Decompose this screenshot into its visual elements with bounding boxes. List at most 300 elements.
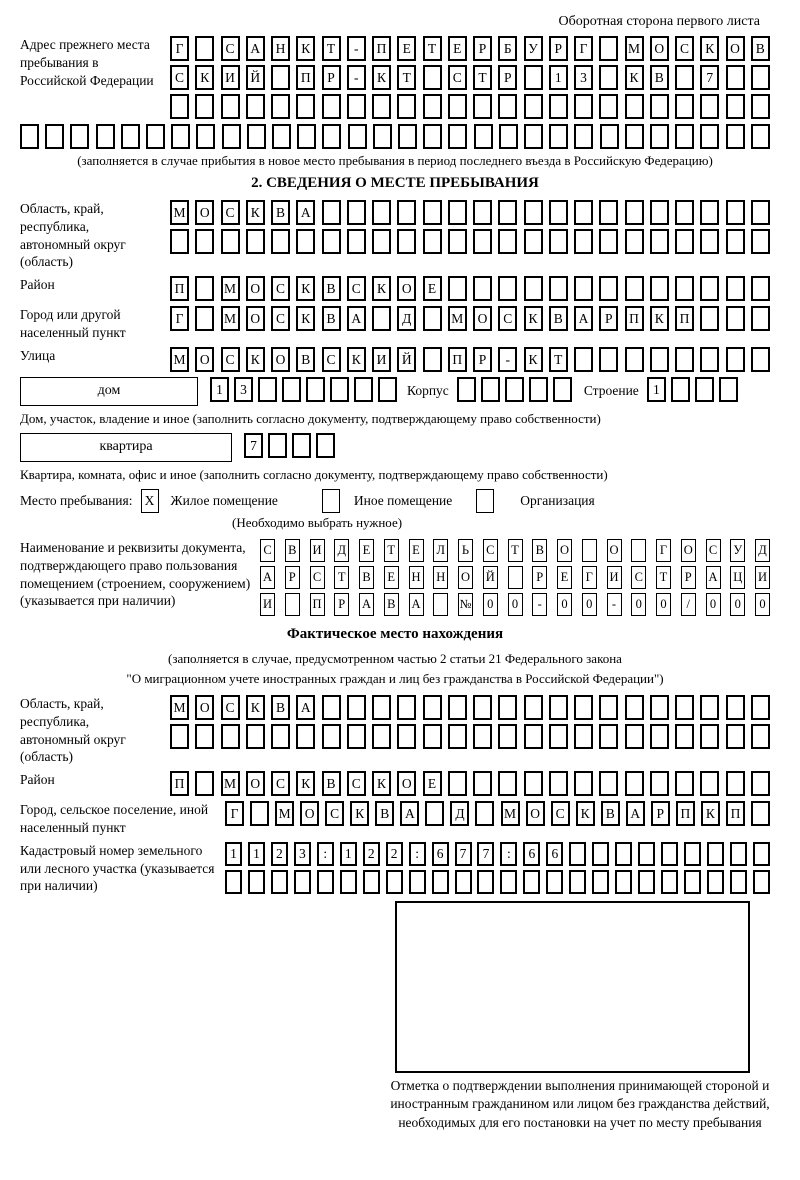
char-box[interactable] (524, 200, 543, 225)
char-box[interactable] (700, 276, 719, 301)
char-box[interactable] (574, 276, 593, 301)
char-box[interactable] (574, 124, 593, 149)
char-box[interactable]: 0 (508, 593, 523, 616)
char-box[interactable] (675, 94, 694, 119)
char-box[interactable] (481, 377, 500, 402)
char-box[interactable] (268, 433, 287, 458)
char-box[interactable]: П (676, 801, 695, 826)
char-box[interactable] (347, 724, 366, 749)
char-box[interactable] (700, 94, 719, 119)
char-box[interactable] (549, 124, 568, 149)
char-box[interactable] (574, 94, 593, 119)
char-box[interactable]: Р (549, 36, 568, 61)
cadastral-row-1[interactable] (225, 842, 770, 866)
char-box[interactable] (599, 65, 618, 90)
char-box[interactable] (650, 771, 669, 796)
prev-address-row-3[interactable] (170, 94, 770, 119)
char-box[interactable]: П (372, 36, 391, 61)
char-box[interactable]: О (246, 771, 265, 796)
prev-address-row-1[interactable] (170, 36, 770, 61)
char-box[interactable]: М (221, 771, 240, 796)
char-box[interactable] (170, 94, 189, 119)
char-box[interactable] (170, 229, 189, 254)
char-box[interactable] (625, 347, 644, 372)
char-box[interactable]: Е (397, 36, 416, 61)
char-box[interactable]: - (347, 65, 366, 90)
char-box[interactable]: В (322, 276, 341, 301)
char-box[interactable]: О (195, 347, 214, 372)
char-box[interactable] (195, 771, 214, 796)
char-box[interactable] (684, 842, 701, 866)
char-box[interactable]: В (271, 200, 290, 225)
char-box[interactable]: Н (271, 36, 290, 61)
char-box[interactable]: М (221, 276, 240, 301)
char-box[interactable]: Р (285, 566, 300, 589)
char-box[interactable]: В (601, 801, 620, 826)
char-box[interactable]: И (372, 347, 391, 372)
char-box[interactable] (726, 771, 745, 796)
char-box[interactable] (448, 771, 467, 796)
char-box[interactable] (363, 870, 380, 894)
char-box[interactable]: О (397, 771, 416, 796)
apartment-cells[interactable] (244, 433, 335, 458)
char-box[interactable] (397, 200, 416, 225)
char-box[interactable] (296, 724, 315, 749)
char-box[interactable] (549, 200, 568, 225)
char-box[interactable] (498, 229, 517, 254)
char-box[interactable] (425, 801, 444, 826)
char-box[interactable]: : (317, 842, 334, 866)
char-box[interactable] (675, 200, 694, 225)
char-box[interactable] (524, 724, 543, 749)
char-box[interactable] (599, 695, 618, 720)
char-box[interactable]: К (372, 771, 391, 796)
char-box[interactable]: - (532, 593, 547, 616)
document-row-1[interactable] (260, 539, 770, 562)
char-box[interactable]: К (296, 306, 315, 331)
char-box[interactable] (498, 724, 517, 749)
char-box[interactable]: О (681, 539, 696, 562)
char-box[interactable]: М (275, 801, 294, 826)
char-box[interactable] (498, 200, 517, 225)
char-box[interactable] (246, 94, 265, 119)
char-box[interactable]: О (300, 801, 319, 826)
char-box[interactable]: Р (473, 347, 492, 372)
char-box[interactable]: В (549, 306, 568, 331)
char-box[interactable]: К (372, 276, 391, 301)
char-box[interactable] (700, 695, 719, 720)
char-box[interactable] (457, 377, 476, 402)
char-box[interactable] (524, 695, 543, 720)
char-box[interactable] (378, 377, 397, 402)
char-box[interactable]: Й (397, 347, 416, 372)
char-box[interactable] (638, 870, 655, 894)
char-box[interactable] (592, 870, 609, 894)
char-box[interactable] (751, 347, 770, 372)
char-box[interactable] (726, 200, 745, 225)
char-box[interactable] (625, 229, 644, 254)
char-box[interactable] (448, 200, 467, 225)
char-box[interactable]: К (524, 347, 543, 372)
char-box[interactable] (719, 377, 738, 402)
char-box[interactable] (96, 124, 115, 149)
char-box[interactable] (330, 377, 349, 402)
char-box[interactable]: В (322, 771, 341, 796)
char-box[interactable] (505, 377, 524, 402)
char-box[interactable] (433, 593, 448, 616)
char-box[interactable]: - (607, 593, 622, 616)
char-box[interactable] (196, 124, 215, 149)
char-box[interactable] (751, 94, 770, 119)
char-box[interactable]: Н (409, 566, 424, 589)
char-box[interactable] (751, 801, 770, 826)
char-box[interactable] (397, 695, 416, 720)
char-box[interactable]: О (195, 695, 214, 720)
char-box[interactable] (726, 65, 745, 90)
korpus-cells[interactable] (457, 377, 572, 402)
char-box[interactable]: 2 (386, 842, 403, 866)
char-box[interactable]: П (170, 276, 189, 301)
char-box[interactable]: : (500, 842, 517, 866)
char-box[interactable] (271, 65, 290, 90)
char-box[interactable]: С (675, 36, 694, 61)
char-box[interactable] (707, 870, 724, 894)
organization-checkbox[interactable] (476, 489, 494, 513)
char-box[interactable] (524, 771, 543, 796)
char-box[interactable] (423, 124, 442, 149)
char-box[interactable] (423, 347, 442, 372)
char-box[interactable]: Р (532, 566, 547, 589)
char-box[interactable]: С (221, 695, 240, 720)
char-box[interactable] (455, 870, 472, 894)
char-box[interactable] (508, 566, 523, 589)
char-box[interactable]: 0 (557, 593, 572, 616)
char-box[interactable] (448, 695, 467, 720)
char-box[interactable] (20, 124, 39, 149)
char-box[interactable] (529, 377, 548, 402)
char-box[interactable] (248, 870, 265, 894)
char-box[interactable] (423, 200, 442, 225)
char-box[interactable] (45, 124, 64, 149)
char-box[interactable]: А (409, 593, 424, 616)
char-box[interactable]: М (170, 347, 189, 372)
char-box[interactable]: К (701, 801, 720, 826)
char-box[interactable] (730, 870, 747, 894)
char-box[interactable] (296, 229, 315, 254)
char-box[interactable]: А (260, 566, 275, 589)
char-box[interactable] (650, 695, 669, 720)
char-box[interactable] (372, 94, 391, 119)
char-box[interactable] (625, 724, 644, 749)
char-box[interactable]: М (448, 306, 467, 331)
char-box[interactable] (700, 306, 719, 331)
char-box[interactable] (272, 124, 291, 149)
char-box[interactable] (726, 306, 745, 331)
char-box[interactable] (372, 229, 391, 254)
char-box[interactable]: А (626, 801, 645, 826)
char-box[interactable]: К (195, 65, 214, 90)
char-box[interactable] (473, 695, 492, 720)
char-box[interactable] (638, 842, 655, 866)
char-box[interactable] (448, 94, 467, 119)
char-box[interactable] (322, 695, 341, 720)
char-box[interactable] (569, 870, 586, 894)
char-box[interactable] (675, 65, 694, 90)
char-box[interactable]: Р (599, 306, 618, 331)
char-box[interactable]: Т (397, 65, 416, 90)
char-box[interactable]: И (260, 593, 275, 616)
char-box[interactable]: Н (433, 566, 448, 589)
char-box[interactable] (195, 36, 214, 61)
char-box[interactable]: Ь (458, 539, 473, 562)
char-box[interactable] (700, 347, 719, 372)
char-box[interactable] (574, 200, 593, 225)
char-box[interactable]: У (730, 539, 745, 562)
char-box[interactable]: А (246, 36, 265, 61)
char-box[interactable]: К (372, 65, 391, 90)
char-box[interactable]: Р (681, 566, 696, 589)
char-box[interactable]: В (271, 695, 290, 720)
char-box[interactable]: С (448, 65, 467, 90)
char-box[interactable] (675, 771, 694, 796)
char-box[interactable] (650, 124, 669, 149)
char-box[interactable] (477, 870, 494, 894)
char-box[interactable]: Г (225, 801, 244, 826)
char-box[interactable] (297, 124, 316, 149)
char-box[interactable]: 0 (730, 593, 745, 616)
char-box[interactable]: 0 (483, 593, 498, 616)
char-box[interactable] (448, 124, 467, 149)
char-box[interactable]: А (706, 566, 721, 589)
char-box[interactable] (271, 94, 290, 119)
char-box[interactable] (700, 124, 719, 149)
char-box[interactable] (221, 724, 240, 749)
char-box[interactable]: В (296, 347, 315, 372)
char-box[interactable]: М (170, 200, 189, 225)
char-box[interactable] (432, 870, 449, 894)
char-box[interactable] (347, 229, 366, 254)
char-box[interactable] (650, 347, 669, 372)
char-box[interactable]: К (524, 306, 543, 331)
char-box[interactable] (625, 124, 644, 149)
char-box[interactable]: У (524, 36, 543, 61)
char-box[interactable]: К (700, 36, 719, 61)
char-box[interactable]: К (246, 347, 265, 372)
char-box[interactable] (285, 593, 300, 616)
char-box[interactable] (386, 870, 403, 894)
char-box[interactable] (700, 771, 719, 796)
char-box[interactable] (372, 200, 391, 225)
char-box[interactable] (170, 724, 189, 749)
char-box[interactable]: К (625, 65, 644, 90)
char-box[interactable] (599, 276, 618, 301)
char-box[interactable]: Т (334, 566, 349, 589)
char-box[interactable] (661, 870, 678, 894)
char-box[interactable] (347, 695, 366, 720)
district-cells[interactable] (170, 276, 770, 301)
char-box[interactable]: Т (508, 539, 523, 562)
char-box[interactable] (650, 200, 669, 225)
char-box[interactable] (625, 94, 644, 119)
char-box[interactable] (599, 771, 618, 796)
char-box[interactable]: 1 (225, 842, 242, 866)
char-box[interactable] (730, 842, 747, 866)
char-box[interactable]: И (221, 65, 240, 90)
char-box[interactable]: Т (322, 36, 341, 61)
char-box[interactable]: 0 (755, 593, 770, 616)
char-box[interactable]: С (325, 801, 344, 826)
char-box[interactable] (751, 695, 770, 720)
prev-address-row-4[interactable] (20, 124, 770, 149)
char-box[interactable] (423, 94, 442, 119)
char-box[interactable] (524, 276, 543, 301)
char-box[interactable]: О (726, 36, 745, 61)
char-box[interactable]: 1 (210, 377, 229, 402)
char-box[interactable]: Л (433, 539, 448, 562)
char-box[interactable] (372, 306, 391, 331)
char-box[interactable] (751, 771, 770, 796)
char-box[interactable]: С (551, 801, 570, 826)
char-box[interactable]: М (625, 36, 644, 61)
char-box[interactable]: А (296, 200, 315, 225)
char-box[interactable] (282, 377, 301, 402)
house-number-cells[interactable] (210, 377, 397, 402)
region-row-2[interactable] (170, 229, 770, 254)
char-box[interactable] (322, 200, 341, 225)
char-box[interactable]: Т (549, 347, 568, 372)
char-box[interactable]: О (195, 200, 214, 225)
char-box[interactable]: Д (334, 539, 349, 562)
char-box[interactable]: - (347, 36, 366, 61)
char-box[interactable]: П (625, 306, 644, 331)
char-box[interactable] (195, 306, 214, 331)
char-box[interactable]: Б (498, 36, 517, 61)
char-box[interactable]: Е (423, 276, 442, 301)
char-box[interactable] (271, 870, 288, 894)
char-box[interactable] (292, 433, 311, 458)
char-box[interactable]: К (246, 695, 265, 720)
char-box[interactable] (546, 870, 563, 894)
char-box[interactable] (599, 200, 618, 225)
char-box[interactable] (700, 229, 719, 254)
char-box[interactable]: С (170, 65, 189, 90)
char-box[interactable]: В (359, 566, 374, 589)
char-box[interactable] (423, 306, 442, 331)
char-box[interactable]: М (221, 306, 240, 331)
char-box[interactable]: Г (574, 36, 593, 61)
char-box[interactable] (473, 276, 492, 301)
char-box[interactable] (448, 724, 467, 749)
char-box[interactable] (675, 276, 694, 301)
char-box[interactable] (625, 200, 644, 225)
char-box[interactable]: 1 (248, 842, 265, 866)
char-box[interactable] (574, 695, 593, 720)
char-box[interactable]: Р (651, 801, 670, 826)
char-box[interactable] (726, 229, 745, 254)
char-box[interactable] (271, 724, 290, 749)
char-box[interactable] (700, 200, 719, 225)
char-box[interactable]: С (347, 771, 366, 796)
char-box[interactable] (221, 229, 240, 254)
char-box[interactable] (474, 124, 493, 149)
char-box[interactable]: Г (170, 306, 189, 331)
other-premises-checkbox[interactable] (322, 489, 340, 513)
char-box[interactable] (625, 771, 644, 796)
char-box[interactable] (671, 377, 690, 402)
char-box[interactable] (448, 229, 467, 254)
char-box[interactable] (675, 347, 694, 372)
char-box[interactable] (524, 65, 543, 90)
char-box[interactable] (599, 347, 618, 372)
char-box[interactable]: 0 (582, 593, 597, 616)
char-box[interactable] (553, 377, 572, 402)
char-box[interactable]: Д (397, 306, 416, 331)
char-box[interactable]: Е (409, 539, 424, 562)
char-box[interactable]: А (347, 306, 366, 331)
char-box[interactable]: П (726, 801, 745, 826)
char-box[interactable] (726, 724, 745, 749)
char-box[interactable] (549, 695, 568, 720)
char-box[interactable]: 3 (294, 842, 311, 866)
char-box[interactable] (171, 124, 190, 149)
char-box[interactable]: О (458, 566, 473, 589)
char-box[interactable] (306, 377, 325, 402)
char-box[interactable]: С (310, 566, 325, 589)
char-box[interactable] (625, 695, 644, 720)
char-box[interactable]: 2 (363, 842, 380, 866)
char-box[interactable]: 6 (432, 842, 449, 866)
char-box[interactable]: Ц (730, 566, 745, 589)
char-box[interactable] (574, 771, 593, 796)
char-box[interactable]: 1 (549, 65, 568, 90)
char-box[interactable]: 7 (700, 65, 719, 90)
char-box[interactable] (473, 724, 492, 749)
char-box[interactable]: О (650, 36, 669, 61)
char-box[interactable] (726, 347, 745, 372)
char-box[interactable]: В (751, 36, 770, 61)
char-box[interactable]: В (375, 801, 394, 826)
char-box[interactable] (599, 229, 618, 254)
char-box[interactable]: О (526, 801, 545, 826)
char-box[interactable] (195, 229, 214, 254)
actual-region-row-1[interactable] (170, 695, 770, 720)
prev-address-row-2[interactable] (170, 65, 770, 90)
char-box[interactable] (121, 124, 140, 149)
street-cells[interactable] (170, 347, 770, 372)
char-box[interactable] (347, 94, 366, 119)
char-box[interactable]: К (296, 36, 315, 61)
char-box[interactable]: П (170, 771, 189, 796)
char-box[interactable] (599, 724, 618, 749)
char-box[interactable] (373, 124, 392, 149)
char-box[interactable] (675, 695, 694, 720)
char-box[interactable] (397, 94, 416, 119)
char-box[interactable] (498, 695, 517, 720)
char-box[interactable] (222, 124, 241, 149)
char-box[interactable]: : (409, 842, 426, 866)
char-box[interactable]: Р (334, 593, 349, 616)
char-box[interactable] (751, 124, 770, 149)
char-box[interactable] (675, 229, 694, 254)
char-box[interactable]: К (347, 347, 366, 372)
char-box[interactable]: 0 (631, 593, 646, 616)
char-box[interactable] (631, 539, 646, 562)
char-box[interactable] (258, 377, 277, 402)
char-box[interactable] (340, 870, 357, 894)
char-box[interactable] (473, 229, 492, 254)
region-row-1[interactable] (170, 200, 770, 225)
actual-district-cells[interactable] (170, 771, 770, 796)
